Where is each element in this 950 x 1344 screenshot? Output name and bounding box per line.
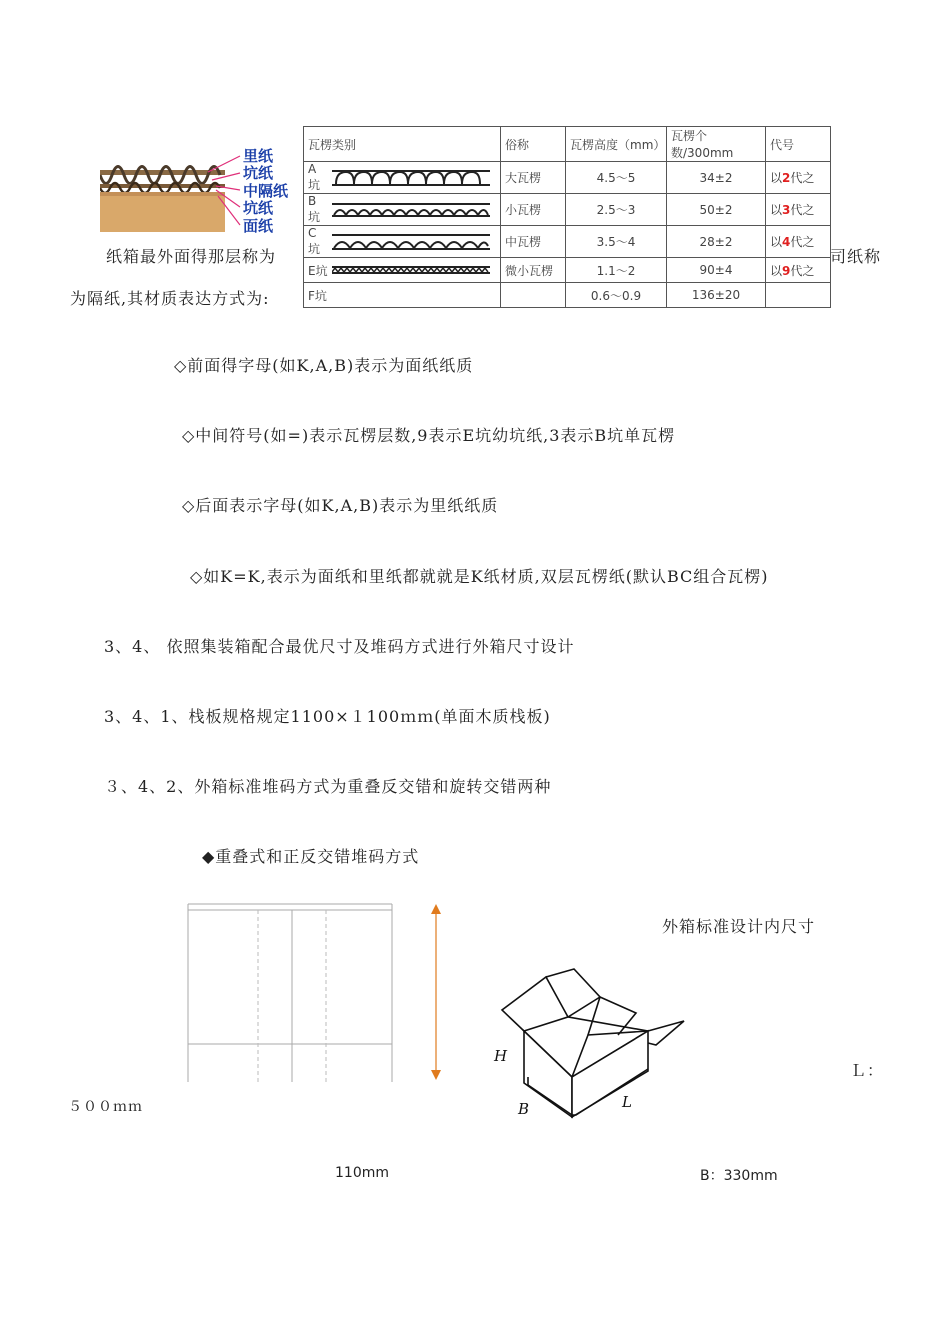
- table-header-row: [304, 127, 831, 162]
- flute-name: [501, 283, 566, 308]
- bullet-item: ◇前面得字母(如K,A,B)表示为面纸纸质: [174, 356, 474, 375]
- table-row: [304, 194, 831, 226]
- box-label-h: H: [494, 1047, 508, 1065]
- section-heading: ３、4、2、外箱标准堆码方式为重叠反交错和旋转交错两种: [104, 777, 552, 796]
- flute-count: 28±2: [667, 226, 766, 258]
- flute-type: C坑: [308, 226, 321, 256]
- flute-name: 大瓦楞: [501, 162, 566, 194]
- bullet-item: ◇如K=K,表示为面纸和里纸都就就是K纸材质,双层瓦楞纸(默认BC组合瓦楞): [190, 567, 769, 586]
- paragraph-text: 纸箱最外面得那层称为: [106, 247, 277, 266]
- flute-code: 以2代之: [766, 162, 831, 194]
- table-row: [304, 226, 831, 258]
- layer-label: 面纸: [243, 217, 274, 235]
- layer-label: 坑纸: [243, 199, 274, 217]
- table-header: 代号: [766, 127, 831, 162]
- arrow-down-icon: [431, 1070, 441, 1080]
- a-flute-icon: [332, 170, 490, 186]
- flute-count: 34±2: [667, 162, 766, 194]
- layer-label: 坑纸: [243, 164, 274, 182]
- flute-height: 0.6～0.9: [566, 283, 667, 308]
- table-header: 俗称: [501, 127, 566, 162]
- flute-spec-table: [303, 126, 831, 308]
- length-label: Ｌ：: [850, 1061, 885, 1080]
- design-title: 外箱标准设计内尺寸: [662, 917, 816, 936]
- paragraph-text: 司纸称: [830, 247, 882, 266]
- flute-height: 3.5～4: [566, 226, 667, 258]
- corrugated-board-image: [100, 140, 305, 240]
- arrow-up-icon: [431, 904, 441, 914]
- flute-height: 1.1～2: [566, 258, 667, 283]
- flute-height: 2.5～3: [566, 194, 667, 226]
- table-header: 瓦楞个数/300mm: [667, 127, 766, 162]
- width-value: B：330mm: [700, 1168, 778, 1184]
- flute-name: 小瓦楞: [501, 194, 566, 226]
- flute-code: 以9代之: [766, 258, 831, 283]
- layer-label: 中隔纸: [243, 182, 289, 200]
- bullet-item: ◇后面表示字母(如K,A,B)表示为里纸纸质: [182, 496, 499, 515]
- carton-box-illustration: [488, 965, 693, 1125]
- section-heading: 3、4、 依照集装箱配合最优尺寸及堆码方式进行外箱尺寸设计: [104, 637, 575, 656]
- box-label-l: L: [622, 1093, 632, 1111]
- flute-code: 以4代之: [766, 226, 831, 258]
- e-flute-icon: [332, 262, 490, 278]
- height-value: 110mm: [335, 1165, 389, 1181]
- bullet-item: ◇中间符号(如=)表示瓦楞层数,9表示E坑幼坑纸,3表示B坑单瓦楞: [182, 426, 676, 445]
- table-row: [304, 162, 831, 194]
- length-value: ５００ｍｍ: [68, 1099, 143, 1115]
- flute-type: F坑: [304, 283, 501, 308]
- flute-name: 微小瓦楞: [501, 258, 566, 283]
- flute-code: 以3代之: [766, 194, 831, 226]
- flute-height: 4.5～5: [566, 162, 667, 194]
- flute-type: A坑: [308, 162, 321, 192]
- table-header: 瓦楞类别: [304, 127, 501, 162]
- layer-label: 里纸: [243, 147, 274, 165]
- pallet-stacking-diagram: [184, 900, 454, 1085]
- flute-name: 中瓦楞: [501, 226, 566, 258]
- subsection-heading: ◆重叠式和正反交错堆码方式: [202, 847, 420, 866]
- paragraph-text: 为隔纸,其材质表达方式为:: [70, 289, 270, 308]
- flute-count: 90±4: [667, 258, 766, 283]
- table-header: 瓦楞高度（mm）: [566, 127, 667, 162]
- flute-type: B坑: [308, 194, 321, 224]
- c-flute-icon: [332, 234, 490, 250]
- flute-count: 136±20: [667, 283, 766, 308]
- b-flute-icon: [332, 202, 490, 218]
- flute-code: [766, 283, 831, 308]
- flute-count: 50±2: [667, 194, 766, 226]
- flute-type: E坑: [308, 263, 328, 278]
- section-heading: 3、4、1、栈板规格规定1100×１100ｍｍ(单面木质栈板): [104, 707, 551, 726]
- box-label-b: B: [518, 1100, 530, 1118]
- table-row: [304, 283, 831, 308]
- table-row: [304, 258, 831, 283]
